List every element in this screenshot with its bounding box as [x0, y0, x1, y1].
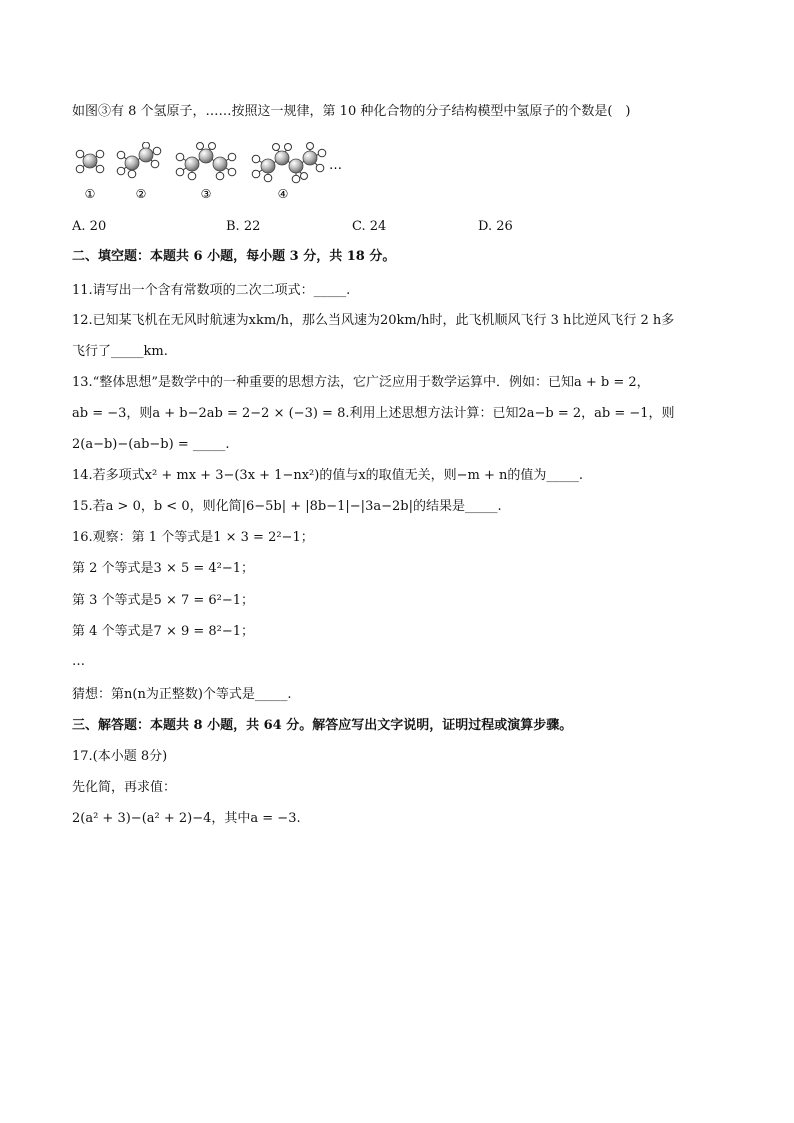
figure-ellipsis: … — [329, 158, 342, 173]
question-10-choices — [72, 218, 532, 236]
question-10-stem: 如图③有 8 个氢原子，……按照这一规律，第 10 种化合物的分子结构模型中氢原子的个数是( ) — [72, 104, 631, 119]
question-15: 15.若a > 0，b < 0，则化简|6−5b| + |8b−1|−|3a−2b|的结果是_____. — [72, 499, 502, 514]
figure-label-3: ③ — [200, 187, 212, 201]
question-13-line-3: 2(a−b)−(ab−b) = _____. — [72, 437, 230, 452]
question-13-line-2: ab = −3，则a + b−2ab = 2−2 × (−3) = 8.利用上述思想方法计算：已知2a−b = 2，ab = −1，则 — [72, 406, 675, 421]
question-16-line-3: 第 3 个等式是5 × 7 = 6²−1； — [72, 593, 255, 608]
figure-label-1: ① — [84, 187, 96, 201]
choice-b — [226, 218, 260, 236]
choice-letter: D. — [478, 219, 493, 234]
choice-value: 24 — [369, 219, 387, 234]
molecule-4 — [252, 143, 326, 202]
choice-value: 20 — [89, 219, 107, 234]
question-11: 11.请写出一个含有常数项的二次二项式：_____. — [72, 283, 351, 298]
question-17-title: 17.(本小题 8分) — [72, 749, 168, 764]
molecule-figure — [72, 142, 362, 204]
choice-d — [478, 218, 513, 236]
question-16-line-1: 16.观察：第 1 个等式是1 × 3 = 2²−1； — [72, 530, 314, 545]
question-12-line-2: 飞行了_____km. — [72, 344, 168, 359]
molecule-3 — [176, 143, 236, 202]
question-14: 14.若多项式x² + mx + 3−(3x + 1−nx²)的值与x的取值无关，则−m + n的值为_____. — [72, 468, 584, 483]
choice-c — [352, 218, 386, 236]
question-17-expression: 2(a² + 3)−(a² + 2)−4，其中a = −3. — [72, 811, 301, 826]
question-13-line-1: 13.“整体思想”是数学中的一种重要的思想方法，它广泛应用于数学运算中．例如：已知a + b = 2， — [72, 375, 650, 390]
choice-value: 26 — [496, 219, 513, 234]
choice-letter: A. — [72, 219, 86, 234]
figure-label-2: ② — [135, 187, 147, 201]
question-12-line-1: 12.已知某飞机在无风时航速为xkm/h，那么当风速为20km/h时，此飞机顺风飞行 3 h比逆风飞行 2 h多 — [72, 313, 675, 328]
choice-a — [72, 218, 106, 236]
choice-letter: B. — [226, 219, 240, 234]
question-17-instruction: 先化简，再求值： — [72, 780, 177, 795]
section-2-heading: 二、填空题：本题共 6 小题，每小题 3 分，共 18 分。 — [72, 249, 396, 264]
molecule-1 — [76, 150, 104, 201]
question-16-line-4: 第 4 个等式是7 × 9 = 8²−1； — [72, 624, 255, 639]
molecule-2 — [117, 142, 161, 201]
section-3-heading: 三、解答题：本题共 8 小题，共 64 分。解答应写出文字说明，证明过程或演算步骤。 — [72, 718, 573, 733]
question-16-line-2: 第 2 个等式是3 × 5 = 4²−1； — [72, 561, 255, 576]
figure-label-4: ④ — [277, 187, 289, 201]
choice-letter: C. — [352, 219, 366, 234]
molecule-diagram — [72, 142, 362, 204]
question-16-guess: 猜想：第n(n为正整数)个等式是_____. — [72, 687, 292, 702]
question-16-ellipsis: … — [72, 654, 85, 669]
choice-value: 22 — [243, 219, 261, 234]
